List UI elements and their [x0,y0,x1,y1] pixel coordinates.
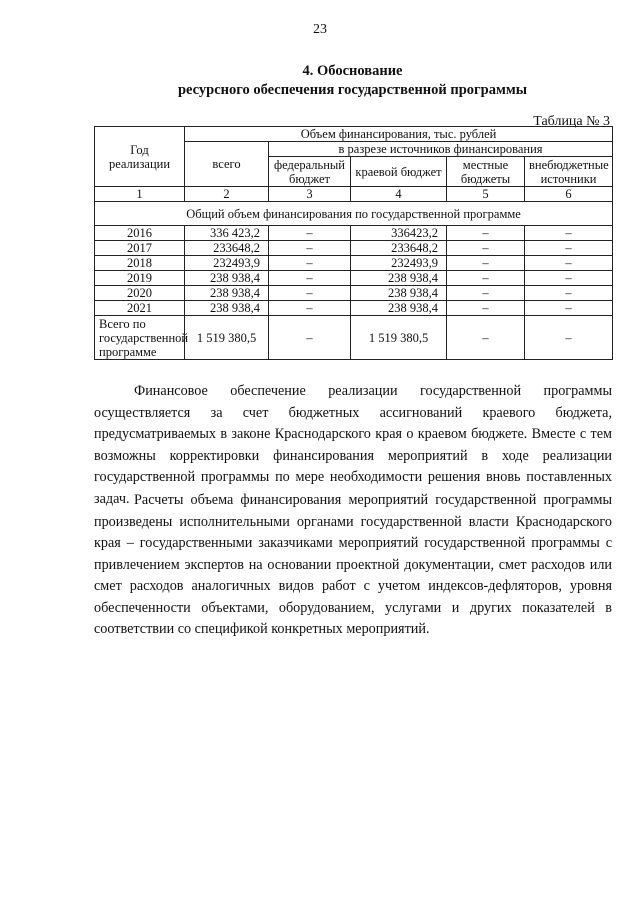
cell-total: 238 938,4 [185,286,269,301]
cell-total: 238 938,4 [185,301,269,316]
cell-total: 336 423,2 [185,226,269,241]
cell-regional: 238 938,4 [351,301,447,316]
table-row [95,241,613,256]
cell-federal: – [269,226,351,241]
section-heading [80,62,625,100]
header-sources: в разрезе источников финансирования [269,142,613,157]
cell-total: 1 519 380,5 [185,316,269,360]
cell-regional: 238 938,4 [351,286,447,301]
column-number: 1 [95,187,185,202]
cell-offbudget: – [525,271,613,286]
cell-regional: 233648,2 [351,241,447,256]
header-year: Год реализации [95,127,185,187]
column-number: 5 [447,187,525,202]
cell-total: 238 938,4 [185,271,269,286]
cell-regional: 232493,9 [351,256,447,271]
cell-federal: – [269,241,351,256]
cell-offbudget: – [525,301,613,316]
header-volume: Объем финансирования, тыс. рублей [185,127,613,142]
cell-local: – [447,256,525,271]
cell-year: 2016 [95,226,185,241]
financing-table [94,126,613,360]
cell-regional: 336423,2 [351,226,447,241]
cell-year: 2017 [95,241,185,256]
column-number: 3 [269,187,351,202]
cell-federal: – [269,286,351,301]
section-title-row: Общий объем финансирования по государственной программе [95,202,613,226]
cell-local: – [447,286,525,301]
cell-year: 2019 [95,271,185,286]
cell-year: 2021 [95,301,185,316]
page-number: 23 [313,22,327,37]
cell-total-label: Всего по государственной программе [95,316,185,360]
table-row [95,256,613,271]
cell-total: 232493,9 [185,256,269,271]
column-number: 4 [351,187,447,202]
cell-offbudget: – [525,256,613,271]
table-caption: Таблица № 3 [533,114,610,129]
cell-federal: – [269,256,351,271]
heading-line-2: ресурсного обеспечения государственной программы [177,82,528,98]
header-offbudget: внебюджетные источники [525,157,613,187]
cell-offbudget: – [525,316,613,360]
cell-total: 233648,2 [185,241,269,256]
cell-offbudget: – [525,286,613,301]
cell-regional: 1 519 380,5 [351,316,447,360]
table-row [95,301,613,316]
header-federal: федеральный бюджет [269,157,351,187]
cell-local: – [447,241,525,256]
heading-line-1: 4. Обоснование [302,63,403,79]
cell-year: 2020 [95,286,185,301]
cell-local: – [447,271,525,286]
cell-local: – [447,301,525,316]
header-local: местные бюджеты [447,157,525,187]
column-number: 2 [185,187,269,202]
cell-local: – [447,226,525,241]
paragraph-text: Финансовое обеспечение реализации государственной программы осуществляется за счет бюджетных ассигнований краевого бюджета, предусматриваемых в законе Краснодарского края о краевом бюджете. Вместе с тем возможны корректировки финансирования мероприятий в ходе реализации государственной программы по мере необходимости решения вновь поставленных задач. [94,383,612,507]
table-row [95,286,613,301]
cell-year: 2018 [95,256,185,271]
cell-local: – [447,316,525,360]
cell-offbudget: – [525,241,613,256]
cell-regional: 238 938,4 [351,271,447,286]
paragraph-2 [94,490,612,641]
header-regional: краевой бюджет [351,157,447,187]
total-row [95,316,613,360]
cell-federal: – [269,271,351,286]
cell-federal: – [269,301,351,316]
table-row [95,271,613,286]
cell-federal: – [269,316,351,360]
table-row [95,226,613,241]
cell-offbudget: – [525,226,613,241]
paragraph-text: Расчеты объема финансирования мероприятий государственной программы произведены исполнительными органами государственной власти Краснодарского края – государственными заказчиками мероприятий государственной программы с привлечением экспертов на основании проектной документации, смет расходов или смет расходов аналогичных видов работ с учетом индексов-дефляторов, уровня обеспеченности объектами, оборудованием, услугами и других показателей в соответствии со спецификой конкретных мероприятий. [94,492,612,637]
header-total: всего [185,142,269,187]
column-number: 6 [525,187,613,202]
